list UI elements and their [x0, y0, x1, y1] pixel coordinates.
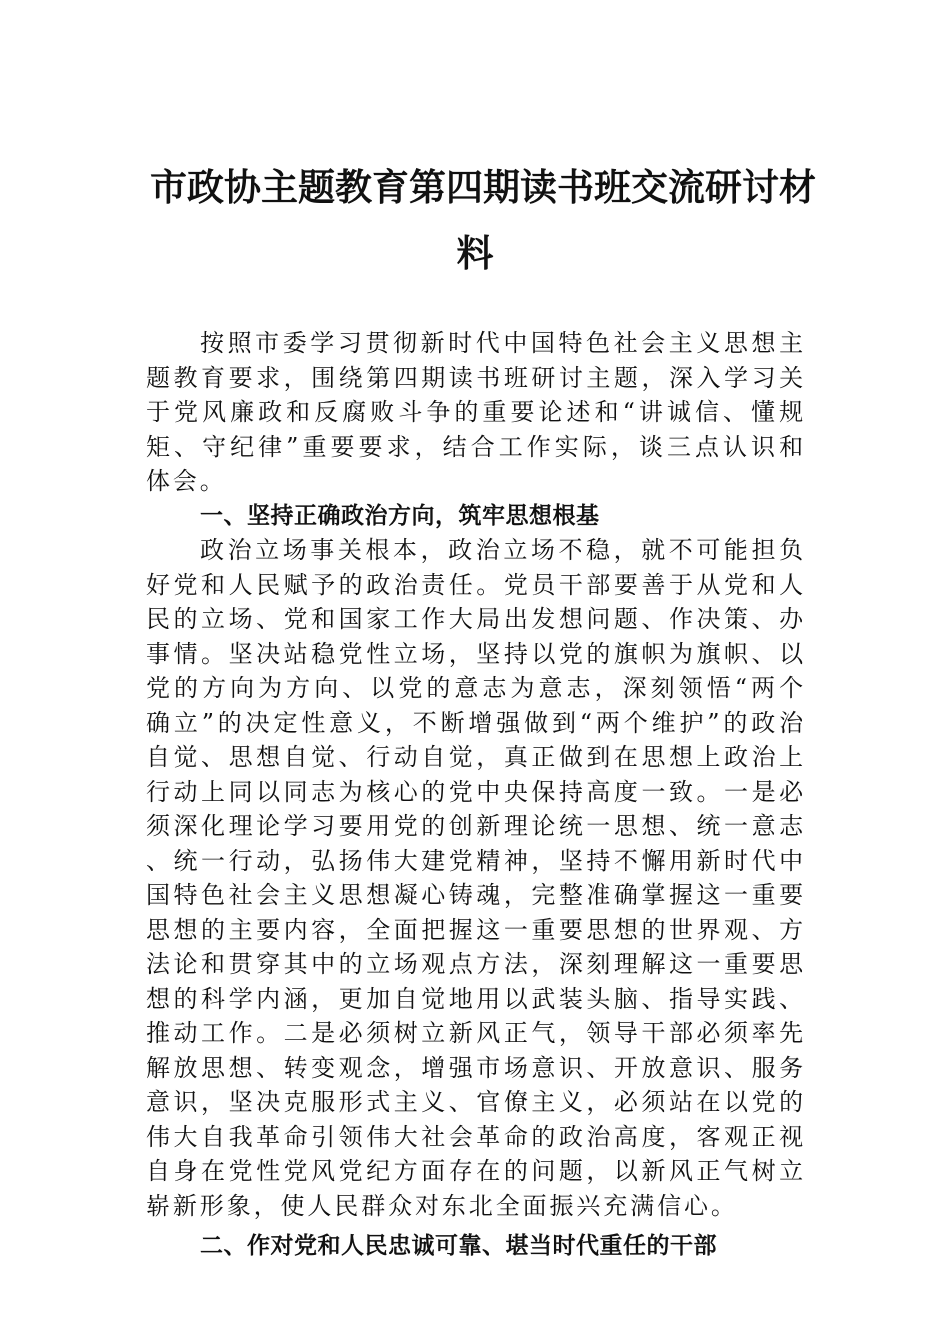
- document-title-line-1: 市政协主题教育第四期读书班交流研讨材: [150, 165, 816, 209]
- section-1-paragraph: 政治立场事关根本，政治立场不稳，就不可能担负好党和人民赋予的政治责任。党员干部要善于从党和人民的立场、党和国家工作大局出发想问题、作决策、办事情。坚决站稳党性立场，坚持以党的旗帜为旗帜、以党的方向为方向、以党的意志为意志，深刻领悟“两个确立”的决定性意义，不断增强做到“两个维护”的政治自觉、思想自觉、行动自觉，真正做到在思想上政治上行动上同以同志为核心的党中央保持高度一致。一是必须深化理论学习要用党的创新理论统一思想、统一意志、统一行动，弘扬伟大建党精神，坚持不懈用新时代中国特色社会主义思想凝心铸魂，完整准确掌握这一重要思想的主要内容，全面把握这一重要思想的世界观、方法论和贯穿其中的立场观点方法，深刻理解这一重要思想的科学内涵，更加自觉地用以武装头脑、指导实践、推动工作。二是必须树立新风正气，领导干部必须率先解放思想、转变观念，增强市场意识、开放意识、服务意识，坚决克服形式主义、官僚主义，必须站在以党的伟大自我革命引领伟大社会革命的政治高度，客观正视自身在党性党风党纪方面存在的问题，以新风正气树立崭新形象，使人民群众对东北全面振兴充满信心。: [146, 536, 806, 1220]
- section-2-heading: 二、作对党和人民忠诚可靠、堪当时代重任的干部: [200, 1233, 717, 1259]
- document-body: [146, 326, 806, 1264]
- document-title-line-2: 料: [456, 231, 494, 275]
- section-1-heading: 一、坚持正确政治方向，筑牢思想根基: [200, 502, 600, 529]
- intro-paragraph: 按照市委学习贯彻新时代中国特色社会主义思想主题教育要求，围绕第四期读书班研讨主题，深入学习关于党风廉政和反腐败斗争的重要论述和“讲诚信、懂规矩、守纪律”重要要求，结合工作实际，谈三点认识和体会。: [146, 329, 806, 495]
